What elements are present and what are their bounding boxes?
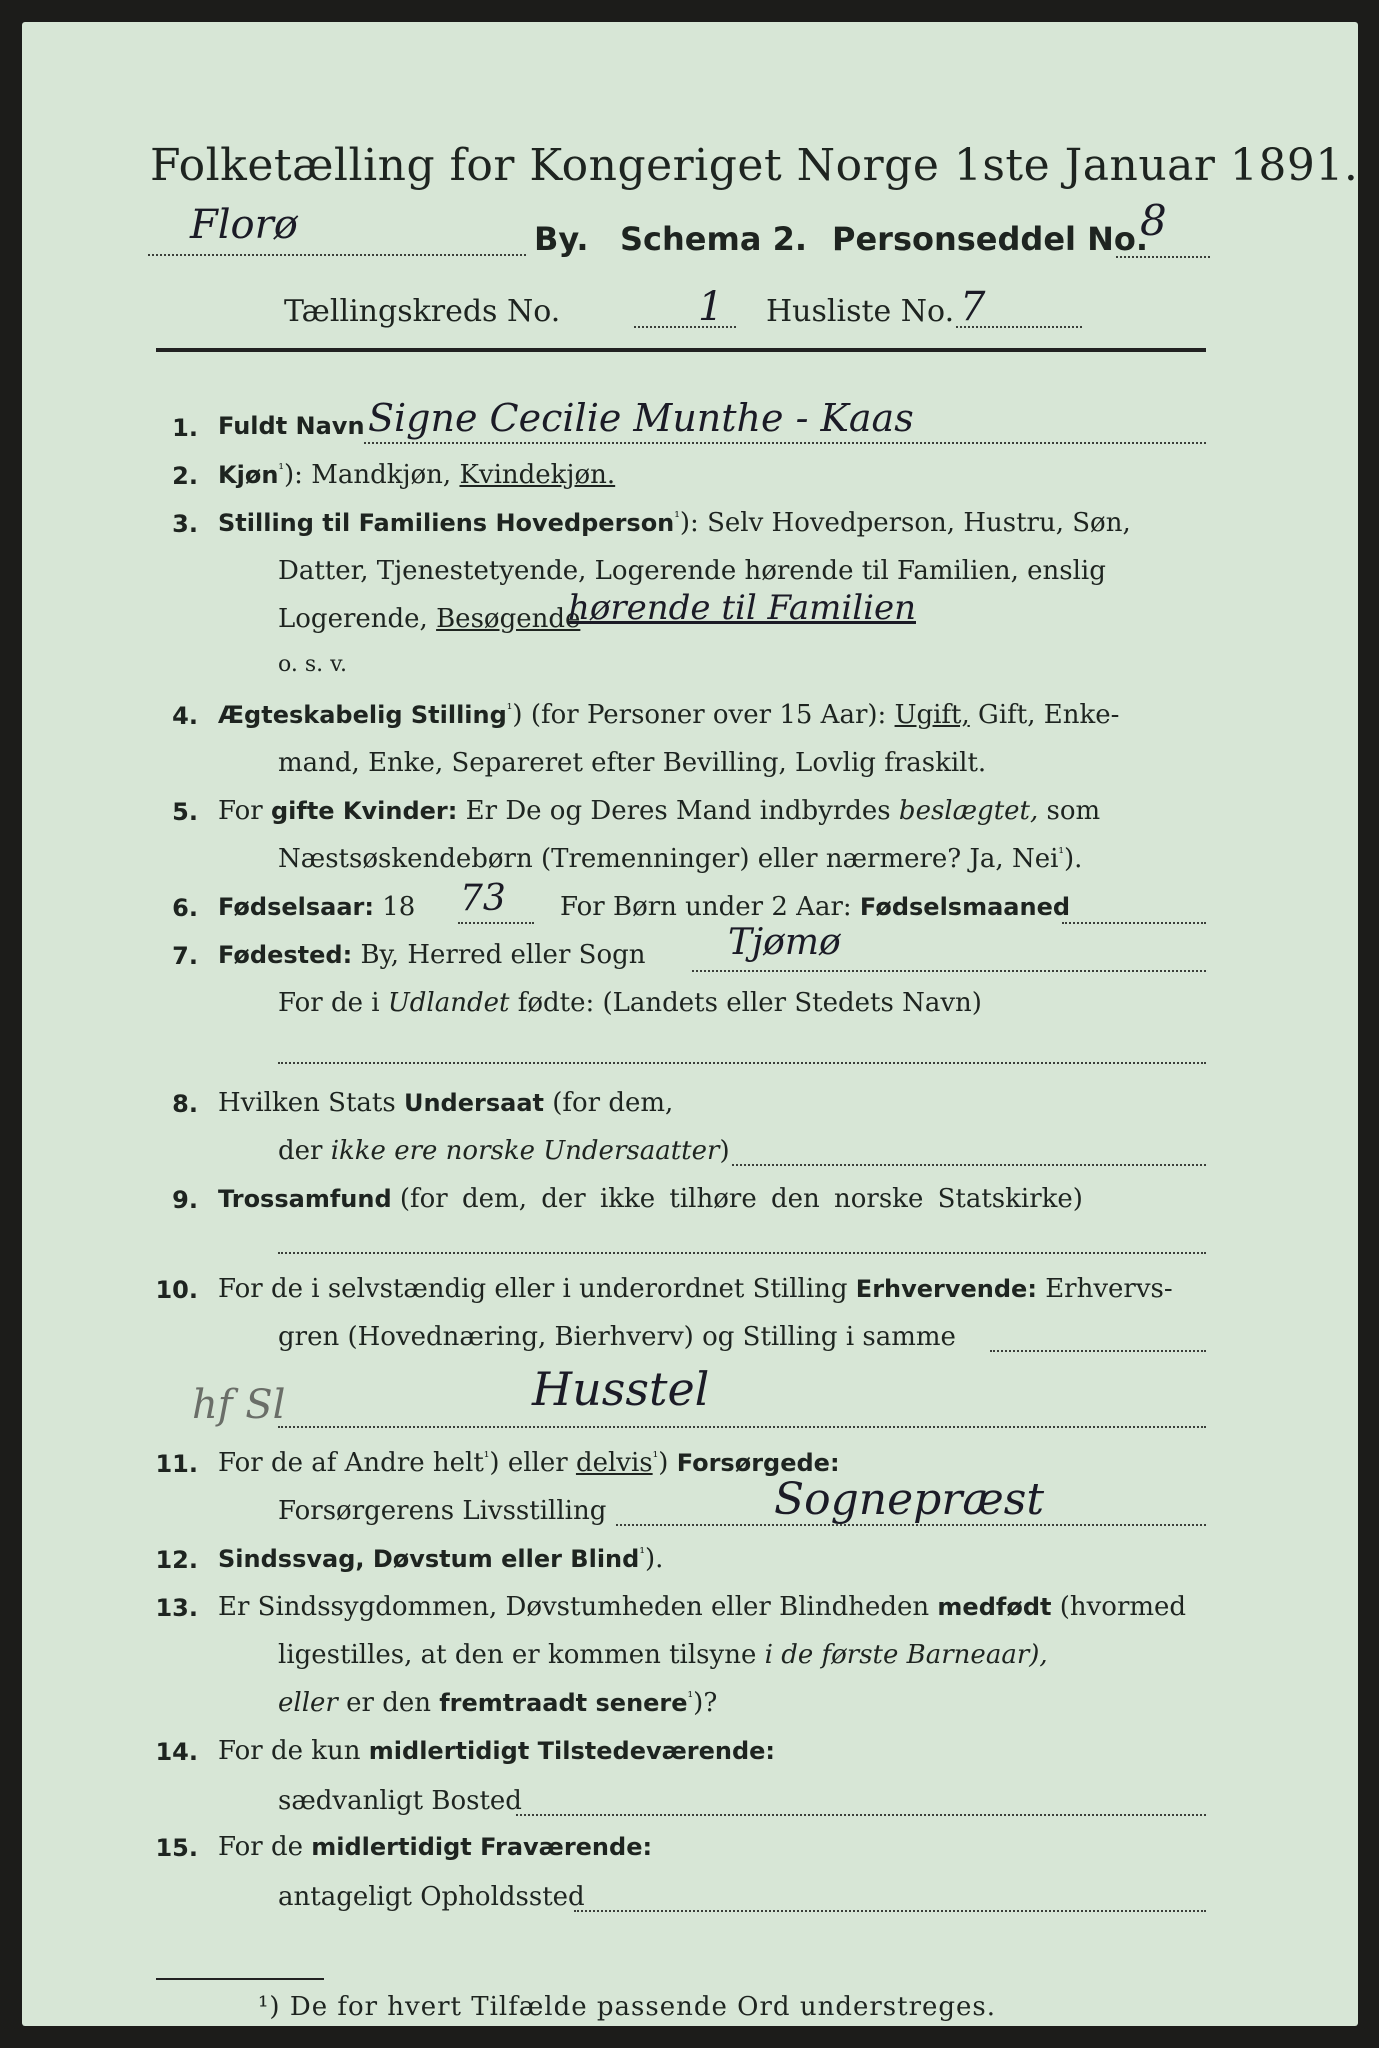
usual-residence-line: [516, 1814, 1206, 1816]
item-number-11: 11.: [155, 1450, 198, 1478]
taellingskreds-dotted-line: [634, 326, 736, 328]
place-handwritten: Florø: [190, 202, 298, 248]
personseddel-dotted-line: [1116, 256, 1210, 258]
footnote-ref: ¹: [483, 1449, 490, 1466]
temporary-present-label: midlertidigt Tilstedeværende:: [368, 1737, 776, 1765]
footnote-ref: ¹: [639, 1545, 645, 1562]
congenital-text-2: (hvormed: [1059, 1592, 1187, 1622]
occupation-text-3: gren (Hovednæring, Bierhverv) og Stilling i samme: [278, 1322, 956, 1352]
congenital-er-den: er den: [346, 1688, 431, 1718]
citizenship-der: der: [278, 1136, 323, 1166]
item-number-3: 3.: [172, 510, 198, 538]
related-word: beslægtet,: [898, 796, 1039, 826]
marital-status-options-1: Gift, Enke-: [978, 700, 1120, 730]
item-number-5: 5.: [172, 798, 198, 826]
family-position-options-1: ): Selv Hovedperson, Hustru, Søn,: [679, 508, 1131, 538]
occupation-line-1: [990, 1350, 1206, 1352]
footnote-ref: ¹: [674, 509, 680, 526]
birthplace-row: [218, 940, 646, 970]
birth-month-line: [1062, 922, 1206, 924]
marital-status-label: Ægteskabelig Stilling: [218, 701, 507, 729]
taellingskreds-value: 1: [698, 284, 724, 330]
citizenship-label: Undersaat: [403, 1089, 544, 1117]
dependent-label: Forsørgede:: [676, 1449, 840, 1477]
birth-month-row: [560, 892, 1070, 922]
occupation-line-2: [278, 1426, 1206, 1428]
birthplace-label: Fødested:: [218, 941, 353, 969]
disability-row: [218, 1544, 663, 1574]
married-women-prefix: For: [218, 796, 263, 826]
birth-month-label: Fødselsmaaned: [859, 893, 1071, 921]
occupation-value: Husstel: [532, 1362, 710, 1416]
temporary-present-row: [218, 1736, 775, 1766]
citizenship-line: [732, 1164, 1206, 1166]
religion-label: Trossamfund: [218, 1185, 392, 1213]
foreign-birthplace-line: [278, 1062, 1206, 1064]
family-position-row-1: [218, 508, 1131, 538]
husliste-dotted-line: [956, 326, 1082, 328]
marital-status-options-2: mand, Enke, Separeret efter Bevilling, Lovlig fraskilt.: [278, 748, 987, 778]
probable-residence-line: [574, 1910, 1206, 1912]
birthplace-text: By, Herred eller Sogn: [360, 940, 646, 970]
footnote-ref: ¹: [278, 461, 285, 478]
related-question: Er De og Deres Mand indbyrdes: [465, 796, 891, 826]
congenital-row-1: [218, 1592, 1186, 1622]
religion-row: [218, 1184, 1083, 1214]
footnote-marker: ¹): [258, 1992, 281, 2022]
full-name-line: [364, 442, 1206, 444]
footnote-ref: ¹: [1058, 845, 1065, 862]
full-name-label: Fuldt Navn: [218, 412, 365, 440]
footnote-text: De for hvert Tilfælde passende Ord understreges.: [289, 1992, 997, 2022]
dependent-paren: ): [658, 1448, 669, 1478]
occupation-margin-note: hf Sl: [192, 1382, 286, 1428]
sex-options-a: ): Mandkjøn,: [284, 460, 452, 490]
temporary-absent-prefix: For de: [218, 1832, 303, 1862]
footnote-ref: ¹: [652, 1449, 659, 1466]
item-number-2: 2.: [172, 462, 198, 490]
congenital-row-3: [278, 1688, 717, 1718]
item-number-1: 1.: [172, 414, 198, 442]
footnote: [258, 1992, 996, 2022]
religion-line: [278, 1252, 1206, 1254]
dependent-row-1: [218, 1448, 840, 1478]
place-dotted-line: [148, 254, 526, 256]
footnote-rule: [156, 1978, 324, 1980]
related-row-1: [218, 796, 1100, 826]
related-options: Næstsøskendebørn (Tremenninger) eller nærmere? Ja, Nei: [278, 844, 1059, 874]
congenital-text-3: ligestilles, at den er kommen tilsyne: [278, 1640, 757, 1670]
personseddel-value: 8: [1140, 196, 1167, 245]
family-position-etc: o. s. v.: [278, 652, 347, 677]
item-number-14: 14.: [155, 1738, 198, 1766]
item-number-4: 4.: [172, 702, 198, 730]
foreign-text: fødte: (Landets eller Stedets Navn): [517, 988, 982, 1018]
family-position-options-3: Logerende,: [278, 604, 428, 634]
foreign-prefix: For de i: [278, 988, 380, 1018]
foreign-word: Udlandet: [387, 988, 510, 1018]
sex-label: Kjøn: [218, 461, 279, 489]
temporary-absent-row: [218, 1832, 652, 1862]
birth-year-prefix: 18: [382, 892, 416, 922]
congenital-italic: i de første Barneaar),: [764, 1640, 1048, 1670]
related-end: ).: [1064, 844, 1083, 874]
occupation-row-1: [218, 1274, 1173, 1304]
by-label: By.: [534, 220, 589, 258]
item-number-10: 10.: [155, 1276, 198, 1304]
temporary-present-prefix: For de kun: [218, 1736, 361, 1766]
provider-occupation-label: Forsørgerens Livsstilling: [278, 1496, 607, 1526]
congenital-row-2: [278, 1640, 1048, 1670]
birth-year-row: [218, 892, 415, 922]
disability-end: ).: [644, 1544, 664, 1574]
family-position-row-3: [278, 604, 580, 634]
congenital-end: )?: [693, 1688, 718, 1718]
husliste-label: Husliste No.: [766, 294, 955, 329]
personseddel-label: Personseddel No.: [832, 220, 1149, 258]
birth-year-value: 73: [460, 878, 506, 919]
birthplace-line: [692, 970, 1206, 972]
congenital-text-1: Er Sindssygdommen, Døvstumheden eller Blindheden: [218, 1592, 930, 1622]
family-position-options-2: Datter, Tjenestetyende, Logerende hørende til Familien, enslig: [278, 556, 1106, 586]
item-number-6: 6.: [172, 894, 198, 922]
family-position-value: hørende til Familien: [568, 588, 916, 628]
census-form-sheet: [22, 22, 1358, 2026]
occupation-label: Erhvervende:: [855, 1275, 1037, 1303]
birthplace-value: Tjømø: [728, 922, 841, 963]
item-number-9: 9.: [172, 1186, 198, 1214]
related-row-2: [278, 844, 1082, 874]
birth-year-label: Fødselsaar:: [218, 893, 374, 921]
family-position-visitor: Besøgende: [436, 604, 581, 634]
sex-row: [218, 460, 615, 490]
schema-label: Schema 2.: [620, 220, 807, 258]
probable-residence-label: antageligt Opholdssted: [278, 1882, 585, 1912]
citizenship-row-2: [278, 1136, 730, 1166]
header-rule: [156, 348, 1206, 352]
citizenship-paren: ): [719, 1136, 730, 1166]
foreign-birthplace-row: [278, 988, 982, 1018]
item-number-13: 13.: [155, 1594, 198, 1622]
usual-residence-label: sædvanligt Bosted: [278, 1786, 522, 1816]
family-position-label: Stilling til Familiens Hovedperson: [218, 509, 675, 537]
occupation-text-1: For de i selvstændig eller i underordnet Stilling: [218, 1274, 848, 1304]
congenital-label: medfødt: [937, 1593, 1052, 1621]
item-number-12: 12.: [155, 1546, 198, 1574]
dependent-text-2: ) eller: [489, 1448, 568, 1478]
husliste-value: 7: [960, 284, 986, 330]
item-number-15: 15.: [155, 1834, 198, 1862]
religion-text: (for dem, der ikke tilhøre den norske Statskirke): [399, 1184, 1083, 1214]
birth-year-line: [458, 922, 534, 924]
disability-label: Sindssvag, Døvstum eller Blind: [218, 1545, 640, 1573]
occupation-text-2: Erhvervs-: [1045, 1274, 1173, 1304]
related-som: som: [1046, 796, 1101, 826]
provider-occupation-line: [616, 1524, 1206, 1526]
item-number-8: 8.: [172, 1090, 198, 1118]
congenital-later-label: fremtraadt senere: [439, 1689, 688, 1717]
dependent-selected-partly: delvis: [575, 1448, 653, 1478]
provider-occupation-value: Sognepræst: [774, 1474, 1044, 1525]
married-women-label: gifte Kvinder:: [270, 797, 458, 825]
marital-status-selected-unmarried: Ugift,: [894, 700, 970, 730]
full-name-value: Signe Cecilie Munthe - Kaas: [368, 396, 914, 440]
item-number-7: 7.: [172, 942, 198, 970]
citizenship-italic: ikke ere norske Undersaatter: [330, 1136, 720, 1166]
temporary-absent-label: midlertidigt Fraværende:: [311, 1833, 653, 1861]
congenital-eller: eller: [278, 1688, 338, 1718]
sex-selected-female: Kvindekjøn.: [459, 460, 616, 490]
dependent-text-1: For de af Andre helt: [218, 1448, 484, 1478]
footnote-ref: ¹: [687, 1689, 694, 1706]
citizenship-row-1: [218, 1088, 673, 1118]
citizenship-suffix: (for dem,: [552, 1088, 674, 1118]
marital-status-text: ) (for Personer over 15 Aar):: [512, 700, 887, 730]
citizenship-prefix: Hvilken Stats: [218, 1088, 396, 1118]
form-title: Folketælling for Kongeriget Norge 1ste Januar 1891.: [150, 140, 1359, 191]
under-two-text: For Børn under 2 Aar:: [560, 892, 852, 922]
taellingskreds-label: Tællingskreds No.: [284, 294, 561, 329]
marital-status-row-1: [218, 700, 1119, 730]
footnote-ref: ¹: [506, 701, 513, 718]
